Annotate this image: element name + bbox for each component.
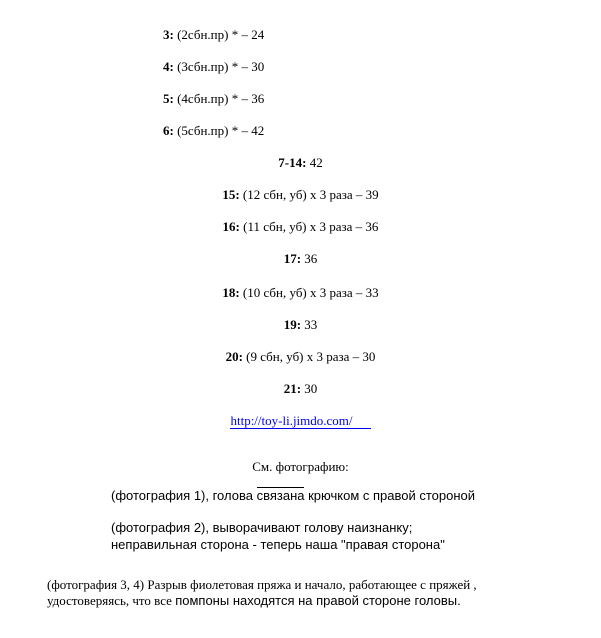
row-3: 3: (2сбн.пр) * – 24 [163, 27, 265, 42]
row-4: 4: (3сбн.пр) * – 30 [163, 59, 265, 74]
link-line [0, 413, 601, 428]
photo34-caption-line1: (фотография 3, 4) Разрыв фиолетовая пряжа и начало, работающее с пряжей , [47, 577, 477, 592]
row-19: 19: 33 [283, 317, 318, 332]
row-18: 18: (10 сбн, уб) х 3 раза – 33 [222, 285, 379, 300]
website-link[interactable]: http://toy-li.jimdo.com/ [230, 413, 370, 429]
row-6: 6: (5сбн.пр) * – 42 [163, 123, 265, 138]
photo2-caption-line2: неправильная сторона - теперь наша "правая сторона" [111, 537, 445, 552]
row-17: 17: 36 [283, 251, 318, 266]
connected-word: связана [256, 488, 305, 503]
row-7-14: 7-14: 42 [278, 155, 323, 170]
row-5: 5: (4сбн.пр) * – 36 [163, 91, 265, 106]
row-16: 16: (11 сбн, уб) х 3 раза – 36 [222, 219, 379, 234]
row-21: 21: 30 [283, 381, 318, 396]
photo2-caption-line1: (фотография 2), выворачивают голову наизнанку; [111, 520, 413, 535]
see-photo-heading: См. фотографию: [252, 459, 349, 474]
photo1-caption: (фотография 1), голова связана крючком с правой стороной [111, 488, 476, 503]
photo34-caption-line2: удостоверяясь, что все помпоны находятся на правой стороне головы. [47, 593, 461, 608]
row-20: 20: (9 сбн, уб) х 3 раза – 30 [225, 349, 376, 364]
row-15: 15: (12 сбн, уб) х 3 раза – 39 [222, 187, 379, 202]
